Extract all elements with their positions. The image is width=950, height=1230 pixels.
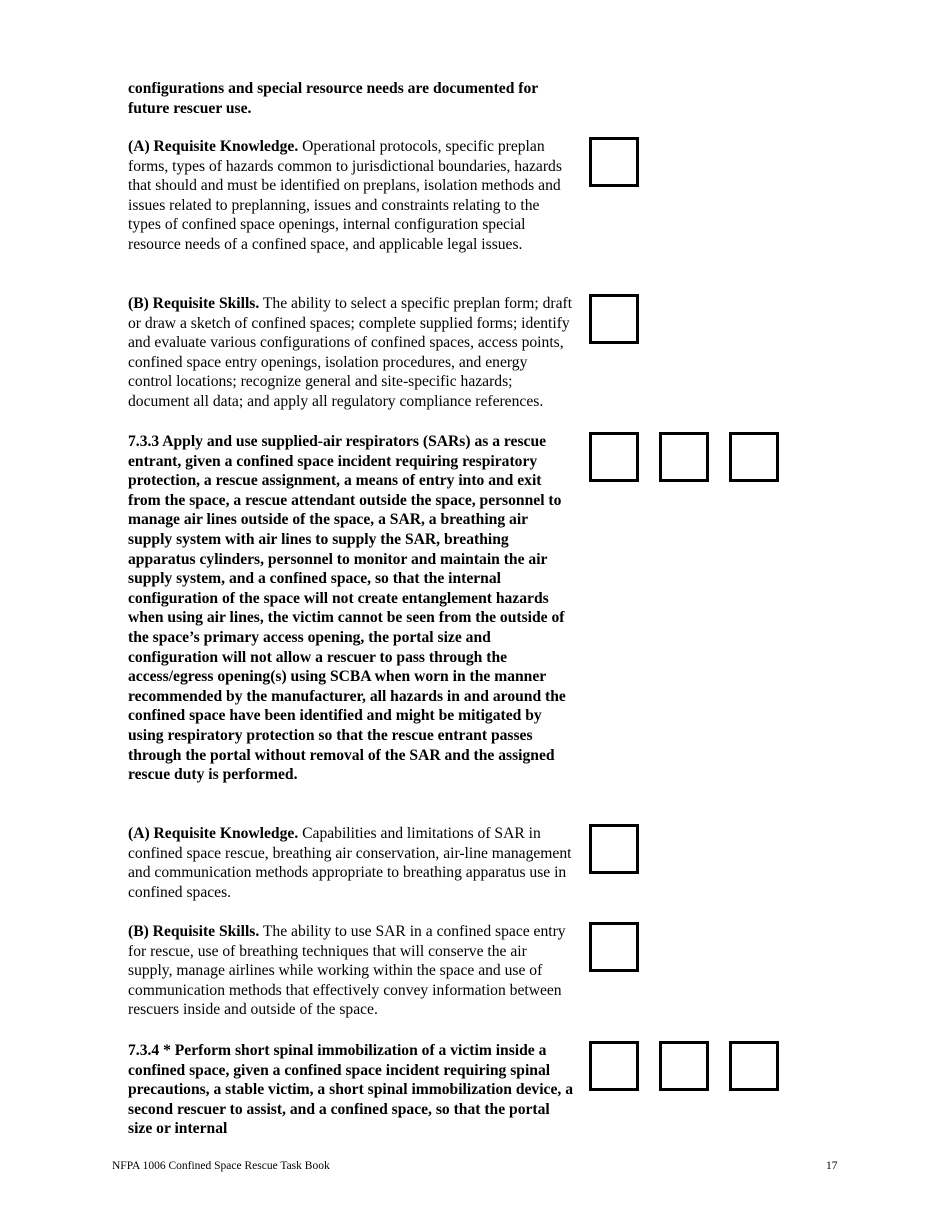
section-7-3-4-checkbox-1[interactable]	[589, 1041, 639, 1091]
skills-1-checkbox[interactable]	[589, 294, 639, 344]
requisite-skills-1	[128, 294, 573, 412]
intro-paragraph: configurations and special resource needs are documented for future rescuer use.	[128, 80, 538, 117]
requisite-skills-2-text: The ability to use SAR in a confined space entry for rescue, use of breathing techniques that will conserve the air supply, manage airlines while working within the space and use of communication methods that effectively convey information between rescuers inside and outside of the space.	[128, 923, 566, 1019]
requisite-knowledge-2-text: Capabilities and limitations of SAR in confined space rescue, breathing air conservation, air-line management and communication methods appropriate to breathing apparatus use in confined spaces.	[128, 825, 572, 901]
requisite-skills-1-label: (B) Requisite Skills.	[128, 295, 260, 312]
section-7-3-3-checkbox-3[interactable]	[729, 432, 779, 482]
skills-2-checkbox[interactable]	[589, 922, 639, 972]
requisite-knowledge-2-label: (A) Requisite Knowledge.	[128, 825, 299, 842]
requisite-skills-1-text: The ability to select a specific preplan form; draft or draw a sketch of confined spaces; complete supplied forms; identify and evaluate various configurations of confined spaces, access points, confined space entry openings, isolation procedures, and energy control locations; recognize general and site-specific hazards; document all data; and apply all regulatory compliance references.	[128, 295, 573, 410]
footer-page-number: 17	[826, 1160, 838, 1172]
requisite-knowledge-1-label: (A) Requisite Knowledge.	[128, 138, 299, 155]
section-7-3-3-checkbox-1[interactable]	[589, 432, 639, 482]
requisite-skills-2-label: (B) Requisite Skills.	[128, 923, 260, 940]
footer-title: NFPA 1006 Confined Space Rescue Task Book	[112, 1160, 330, 1172]
requisite-knowledge-1-text: Operational protocols, specific preplan forms, types of hazards common to jurisdictional boundaries, hazards that should and must be identified on preplans, isolation methods and issues related to preplanning, issues and constraints relating to the types of confined space openings, internal configuration special resource needs of a confined space, and applicable legal issues.	[128, 138, 562, 253]
requisite-knowledge-2	[128, 824, 573, 902]
section-7-3-3: 7.3.3 Apply and use supplied-air respirators (SARs) as a rescue entrant, given a confined space incident requiring respiratory protection, a rescue assignment, a means of entry into and exit from the space, a rescue attendant outside the space, personnel to manage air lines outside of the space, a SAR, a breathing air supply system with air lines to supply the SAR, breathing apparatus cylinders, personnel to monitor and maintain the air supply system, and a confined space, so that the internal configuration of the space will not create entanglement hazards when using air lines, the victim cannot be seen from the outside of the space’s primary access opening, the portal size and configuration will not allow a rescuer to pass through the access/egress opening(s) using SCBA when worn in the manner recommended by the manufacturer, all hazards in and around the confined space have been identified and might be mitigated by using respiratory protection so that the rescue entrant passes through the portal without removal of the SAR and the assigned rescue duty is performed.	[128, 433, 566, 784]
section-7-3-4-checkbox-3[interactable]	[729, 1041, 779, 1091]
knowledge-2-checkbox[interactable]	[589, 824, 639, 874]
requisite-knowledge-1	[128, 137, 573, 255]
section-7-3-3-checkbox-2[interactable]	[659, 432, 709, 482]
knowledge-1-checkbox[interactable]	[589, 137, 639, 187]
section-7-3-4-checkbox-2[interactable]	[659, 1041, 709, 1091]
section-7-3-4: 7.3.4 * Perform short spinal immobilization of a victim inside a confined space, given a confined space incident requiring spinal precautions, a stable victim, a short spinal immobilization device, a second rescuer to assist, and a confined space, so that the portal size or internal	[128, 1042, 573, 1138]
requisite-skills-2	[128, 922, 573, 1020]
